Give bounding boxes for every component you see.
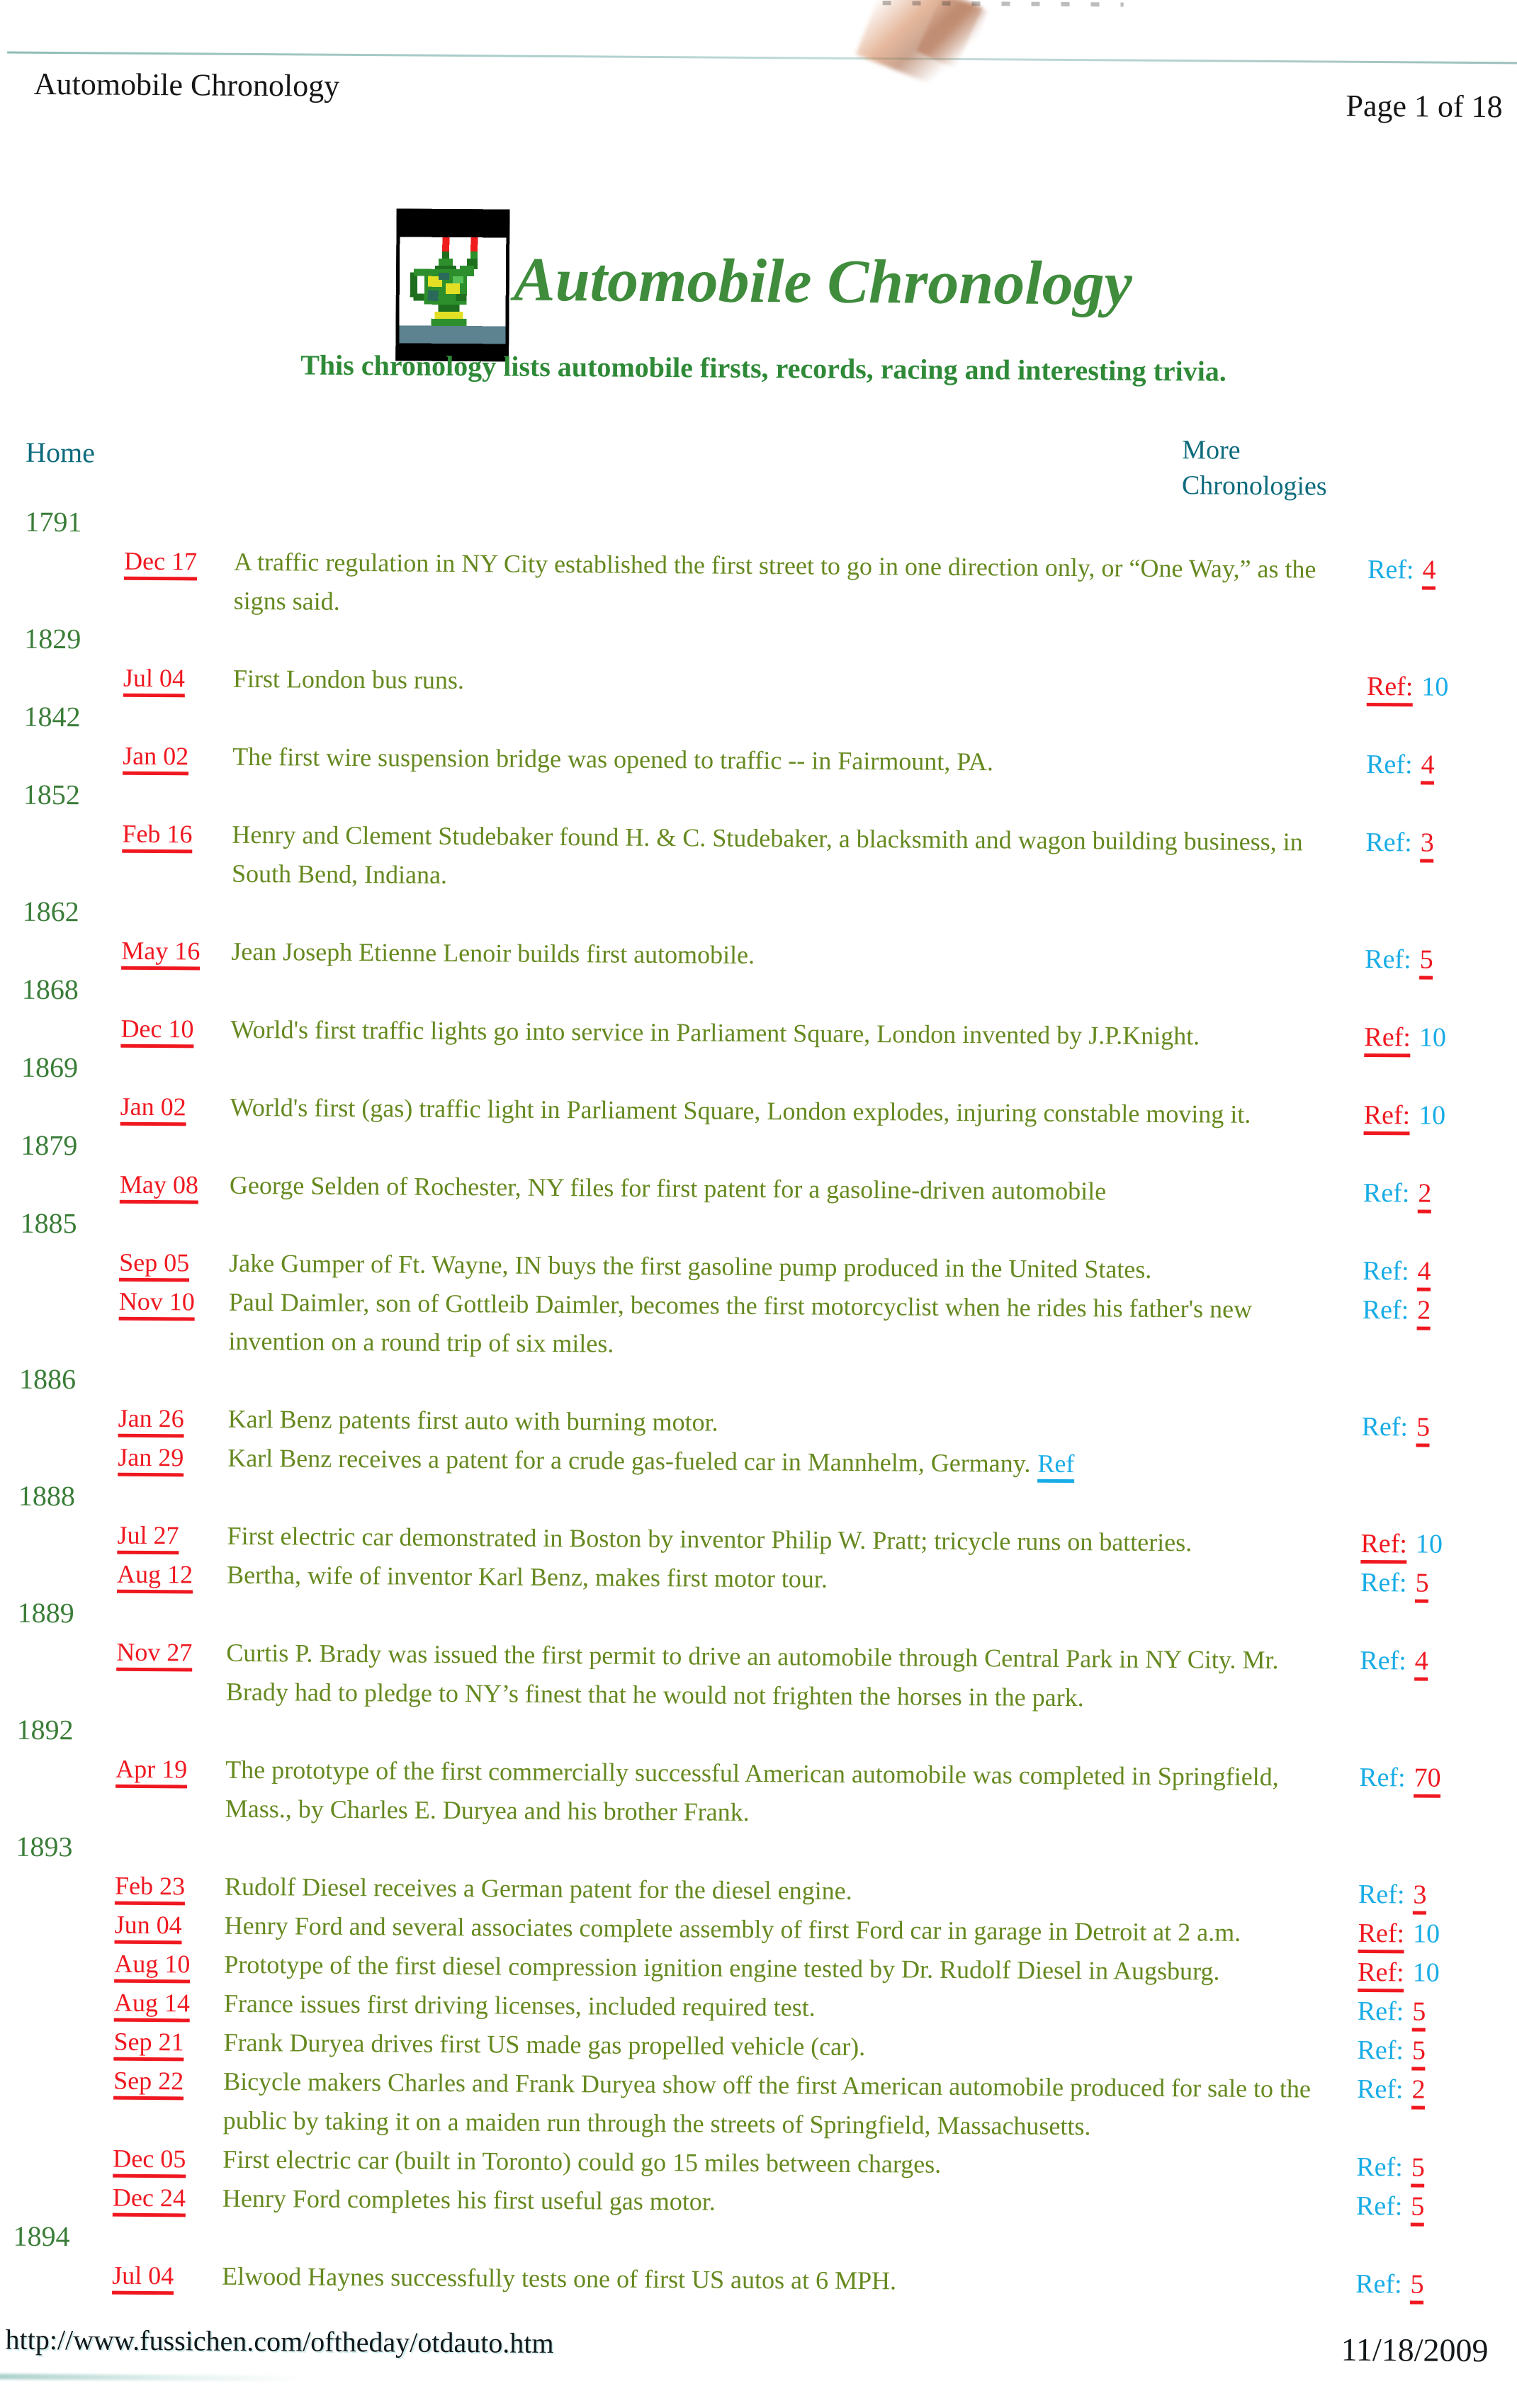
- ref-cell: [1360, 1641, 1513, 1682]
- timeline-entry: [115, 1750, 1513, 1838]
- entry-text: First London bus runs.: [232, 664, 465, 695]
- ref-cell: [1363, 1174, 1516, 1214]
- ref-label-link[interactable]: Ref:: [1355, 2268, 1402, 2300]
- ref-number-link[interactable]: 5: [1411, 2191, 1424, 2226]
- entry-text: Jean Joseph Etienne Lenoir builds first automobile.: [231, 937, 755, 969]
- ref-label-link[interactable]: Ref:: [1364, 1100, 1411, 1135]
- ref-label-link[interactable]: Ref:: [1359, 1762, 1406, 1793]
- print-header: [34, 66, 1503, 125]
- ref-cell: [1359, 1758, 1512, 1799]
- date-cell: [114, 1984, 224, 2023]
- date-link[interactable]: Dec 17: [124, 547, 197, 581]
- year-label: 1888: [18, 1479, 76, 1513]
- date-cell: [114, 1906, 224, 1945]
- date-cell: [117, 1516, 227, 1556]
- ref-cell: [1367, 667, 1517, 708]
- date-cell: [118, 1399, 227, 1439]
- ref-number-link[interactable]: 5: [1416, 1412, 1430, 1447]
- date-cell: [113, 2062, 223, 2101]
- entry-text: Jake Gumper of Ft. Wayne, IN buys the first gasoline pump produced in the United States.: [229, 1248, 1152, 1284]
- entry-text: First electric car (built in Toronto) could go 15 miles between charges.: [222, 2144, 942, 2178]
- date-cell: [113, 2139, 222, 2179]
- ref-number-link[interactable]: 5: [1412, 2035, 1426, 2070]
- year-label: 1879: [21, 1129, 78, 1162]
- ref-label-link[interactable]: Ref:: [1364, 1022, 1411, 1057]
- ref-label-link[interactable]: Ref:: [1357, 1996, 1404, 2027]
- date-cell: [116, 1633, 226, 1673]
- year-label: 1886: [18, 1362, 77, 1396]
- entry-text: Curtis P. Brady was issued the first permit to drive an automobile through Central Park in NY City. Mr. Brady had to pledge to NY’s finest that he would not frighten the horses in the park.: [225, 1638, 1279, 1712]
- date-link[interactable]: May 16: [121, 937, 200, 971]
- date-cell: [120, 1087, 230, 1127]
- date-link[interactable]: Sep 05: [119, 1248, 189, 1282]
- print-header-title: Automobile Chronology: [33, 66, 340, 103]
- ref-number-link[interactable]: 4: [1415, 1646, 1428, 1680]
- scan-edge-marks: [883, 1, 1124, 6]
- ref-number-link[interactable]: 4: [1421, 750, 1434, 785]
- entry-text: Prototype of the first diesel compression ignition engine tested by Dr. Rudolf Diesel in Augsburg.: [224, 1950, 1220, 1986]
- rust-stain-artifact: [916, 0, 983, 69]
- date-link[interactable]: May 08: [120, 1170, 198, 1204]
- date-link[interactable]: Sep 22: [113, 2067, 184, 2101]
- date-link[interactable]: Feb 23: [115, 1872, 185, 1906]
- date-link[interactable]: Jan 02: [120, 1092, 186, 1126]
- ref-label-link[interactable]: Ref:: [1366, 749, 1413, 780]
- date-cell: [118, 1438, 227, 1478]
- entry-text: Bertha, wife of inventor Karl Benz, makes first motor tour.: [227, 1560, 828, 1593]
- ref-label-link[interactable]: Ref:: [1360, 1645, 1406, 1676]
- ref-cell: [1364, 1096, 1517, 1136]
- entry-text: Karl Benz receives a patent for a crude gas-fueled car in Mannhelm, Germany. Ref: [227, 1439, 1361, 1486]
- ref-cell: [1357, 2070, 1510, 2110]
- ref-cell: [1358, 1875, 1511, 1916]
- ref-number-link[interactable]: 3: [1413, 1880, 1426, 1914]
- ref-cell: [1358, 1953, 1511, 1994]
- ref-cell: [1360, 1564, 1513, 1604]
- ref-cell: [1363, 1252, 1516, 1292]
- entry-text: Henry Ford and several associates complete assembly of first Ford car in garage in Detroit at 2 a.m.: [224, 1911, 1241, 1947]
- inline-ref-link[interactable]: Ref: [1037, 1449, 1074, 1483]
- ref-number-link[interactable]: 5: [1411, 2152, 1425, 2187]
- ref-cell: [1365, 823, 1517, 864]
- scan-smudge: [0, 2373, 303, 2381]
- scan-edge-line: [7, 52, 1517, 64]
- ref-label-link[interactable]: Ref:: [1365, 944, 1411, 975]
- page-title: Automobile Chronology: [513, 245, 1133, 319]
- year-label: 1892: [16, 1713, 74, 1746]
- date-cell: [120, 1165, 230, 1205]
- ref-number-link[interactable]: 10: [1418, 1100, 1446, 1131]
- ref-cell: [1363, 1291, 1516, 1331]
- entry-text: France issues first driving licenses, included required test.: [223, 1989, 816, 2022]
- ref-cell: [1355, 2265, 1508, 2305]
- date-link[interactable]: Nov 10: [119, 1287, 195, 1321]
- year-label: 1889: [17, 1596, 74, 1629]
- year-label: 1791: [25, 505, 82, 538]
- date-cell: [121, 932, 231, 971]
- ref-label-link[interactable]: Ref:: [1361, 1411, 1409, 1442]
- footer-date: 11/18/2009: [1341, 2331, 1489, 2369]
- ref-number-link[interactable]: 10: [1415, 1529, 1443, 1559]
- date-link[interactable]: Jul 04: [112, 2261, 174, 2295]
- entry-text: Henry Ford completes his first useful gas motor.: [222, 2183, 716, 2216]
- ref-number-link[interactable]: 4: [1422, 555, 1436, 590]
- year-label: 1893: [16, 1830, 73, 1863]
- ref-label-link[interactable]: Ref:: [1367, 554, 1414, 585]
- year-label: 1869: [21, 1051, 79, 1084]
- ref-label-link[interactable]: Ref:: [1360, 1529, 1407, 1564]
- year-label: 1862: [22, 895, 79, 928]
- ref-cell: [1357, 2031, 1510, 2071]
- ref-cell: [1365, 940, 1517, 980]
- ref-number-link[interactable]: 10: [1412, 1957, 1440, 1988]
- date-link[interactable]: Jan 26: [118, 1404, 184, 1438]
- timeline-entry: [118, 1282, 1516, 1370]
- ref-number-link[interactable]: 5: [1415, 1568, 1428, 1602]
- date-cell: [115, 1867, 225, 1906]
- ref-label-link[interactable]: Ref:: [1360, 1567, 1407, 1598]
- date-link[interactable]: Nov 27: [116, 1638, 192, 1672]
- ref-number-link[interactable]: 5: [1412, 1996, 1426, 2031]
- ref-label-link[interactable]: Ref:: [1358, 1918, 1404, 1953]
- date-link[interactable]: Aug 10: [114, 1950, 190, 1984]
- entry-text: The prototype of the first commercially successful American automobile was completed in Springfield, Mass., by Charles E. Duryea and his brother Frank.: [225, 1755, 1279, 1826]
- ref-label-link[interactable]: Ref:: [1365, 827, 1412, 858]
- date-link[interactable]: Jul 27: [117, 1521, 179, 1555]
- ref-cell: [1367, 550, 1517, 591]
- ref-cell: [1361, 1408, 1514, 1448]
- ref-label-link[interactable]: Ref:: [1362, 1294, 1409, 1325]
- ref-number-link[interactable]: 10: [1419, 1022, 1447, 1053]
- entry-text: First electric car demonstrated in Boston by inventor Philip W. Pratt; tricycle runs on batteries.: [227, 1521, 1192, 1557]
- entry-text: Henry and Clement Studebaker found H. & C. Studebaker, a blacksmith and wagon building business, in South Bend, Indiana.: [231, 820, 1303, 889]
- year-label: 1852: [23, 778, 80, 811]
- date-link[interactable]: Jul 04: [123, 664, 185, 698]
- entry-text: Frank Duryea drives first US made gas propelled vehicle (car).: [223, 2028, 866, 2062]
- ref-cell: [1366, 745, 1517, 786]
- date-link[interactable]: Feb 16: [122, 820, 192, 854]
- ref-cell: [1364, 1018, 1517, 1058]
- date-link[interactable]: Apr 19: [115, 1755, 187, 1789]
- ref-number-link[interactable]: 70: [1414, 1763, 1440, 1797]
- ref-label-link[interactable]: Ref:: [1363, 1255, 1409, 1287]
- date-cell: [113, 2178, 222, 2218]
- genie-lamp-logo-icon: [395, 208, 509, 361]
- ref-label-link[interactable]: Ref:: [1355, 2191, 1403, 2222]
- timeline-entry: [113, 2062, 1511, 2149]
- ref-label-link[interactable]: Ref:: [1356, 2074, 1404, 2105]
- date-cell: [123, 659, 233, 699]
- entry-text: Paul Daimler, son of Gottleib Daimler, becomes the first motorcyclist when he rides his father's new invention on a round trip of six miles.: [228, 1287, 1253, 1358]
- page-subtitle: This chronology lists automobile firsts, records, racing and interesting trivia.: [300, 349, 1227, 388]
- more-chronologies-link[interactable]: More Chronologies: [1181, 435, 1327, 502]
- year-label: 1868: [21, 973, 79, 1006]
- year-label: 1842: [23, 700, 81, 733]
- date-cell: [113, 2023, 223, 2062]
- date-cell: [112, 2256, 222, 2296]
- entry-text: The first wire suspension bridge was opened to traffic -- in Fairmount, PA.: [232, 742, 994, 776]
- ref-number-link[interactable]: 2: [1411, 2074, 1425, 2109]
- date-cell: [122, 815, 232, 854]
- year-label: 1894: [13, 2220, 70, 2253]
- ref-cell: [1358, 1992, 1511, 2033]
- date-link[interactable]: Jan 02: [123, 742, 188, 776]
- ref-cell: [1358, 1914, 1511, 1955]
- timeline-entry: [122, 815, 1517, 903]
- date-cell: [119, 1282, 229, 1322]
- ref-label-link[interactable]: Ref:: [1367, 672, 1414, 706]
- ref-label-link[interactable]: Ref:: [1356, 2152, 1403, 2183]
- timeline: [0, 502, 1517, 2305]
- date-cell: [115, 1750, 225, 1790]
- entry-text: Karl Benz patents first auto with burning motor.: [227, 1404, 718, 1437]
- ref-label-link[interactable]: Ref:: [1358, 1879, 1405, 1910]
- entry-text: George Selden of Rochester, NY files for first patent for a gasoline-driven automobile: [229, 1170, 1107, 1206]
- entry-text: World's first traffic lights go into service in Parliament Square, London invented by J.P.Knight.: [230, 1014, 1200, 1051]
- entry-text: World's first (gas) traffic light in Parliament Square, London explodes, injuring constable moving it.: [230, 1092, 1251, 1129]
- date-cell: [114, 1945, 224, 1984]
- home-link[interactable]: Home: [26, 436, 96, 469]
- timeline-entry: [116, 1633, 1513, 1721]
- entry-text: A traffic regulation in NY City established the first street to go in one direction only, or “One Way,” as the signs said.: [233, 547, 1316, 616]
- date-link[interactable]: Sep 21: [113, 2028, 184, 2062]
- ref-number-link[interactable]: 4: [1417, 1257, 1431, 1291]
- footer-url: http://www.fussichen.com/oftheday/otdauto.htm: [5, 2323, 554, 2360]
- ref-label-link[interactable]: Ref:: [1358, 1957, 1404, 1992]
- date-link[interactable]: Aug 14: [114, 1989, 190, 2023]
- date-cell: [120, 1010, 230, 1049]
- date-cell: [123, 737, 232, 776]
- ref-cell: [1356, 2148, 1509, 2188]
- date-cell: [117, 1555, 227, 1595]
- date-link[interactable]: Dec 10: [120, 1014, 193, 1048]
- ref-number-link[interactable]: 3: [1421, 828, 1434, 863]
- date-link[interactable]: Jan 29: [118, 1443, 184, 1477]
- ref-number-link[interactable]: 5: [1410, 2269, 1423, 2304]
- ref-number-link[interactable]: 10: [1421, 672, 1449, 702]
- date-link[interactable]: Jun 04: [115, 1911, 182, 1945]
- entry-text: Elwood Haynes successfully tests one of first US autos at 6 MPH.: [222, 2261, 897, 2295]
- entry-text: Rudolf Diesel receives a German patent for the diesel engine.: [224, 1872, 852, 1905]
- year-label: 1885: [20, 1206, 77, 1240]
- date-link[interactable]: Dec 05: [113, 2144, 186, 2178]
- date-cell: [119, 1243, 229, 1283]
- ref-number-link[interactable]: 5: [1419, 945, 1433, 980]
- ref-cell: [1356, 2187, 1509, 2227]
- ref-cell: [1360, 1525, 1513, 1565]
- print-header-page-number: Page 1 of 18: [1346, 88, 1503, 125]
- masthead: [5, 206, 1517, 369]
- year-label: 1829: [24, 622, 81, 655]
- ref-number-link[interactable]: 2: [1418, 1179, 1431, 1214]
- ref-label-link[interactable]: Ref:: [1363, 1177, 1410, 1209]
- ref-label-link[interactable]: Ref:: [1357, 2035, 1404, 2066]
- date-cell: [124, 542, 234, 582]
- date-link[interactable]: Aug 12: [117, 1560, 193, 1594]
- ref-number-link[interactable]: 2: [1417, 1295, 1431, 1330]
- timeline-entry: [124, 542, 1517, 630]
- ref-number-link[interactable]: 10: [1412, 1918, 1440, 1949]
- date-link[interactable]: Dec 24: [113, 2183, 186, 2217]
- entry-text: Bicycle makers Charles and Frank Duryea show off the first American automobile produced for sale to the public by taking it on a maiden run through the streets of Springfield, Massachusetts.: [222, 2067, 1312, 2141]
